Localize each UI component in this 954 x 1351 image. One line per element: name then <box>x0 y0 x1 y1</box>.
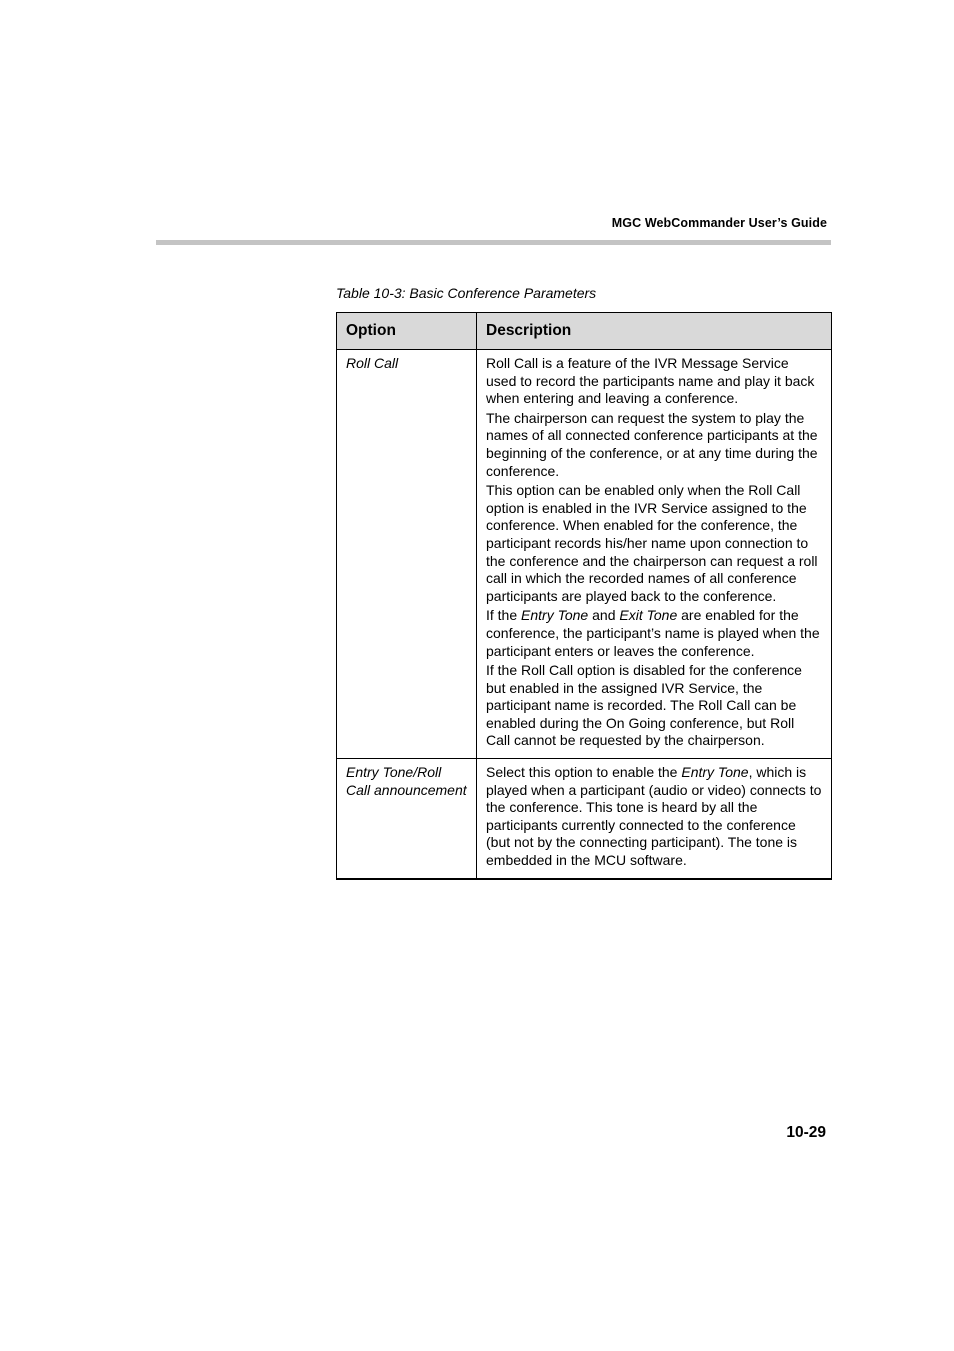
text-run: , which is played when a participant (audio or video) connects to the conference. This tone is heard by all the participants currently connected to the conference (but not by the connecting participant). The tone is embedded in the MCU software. <box>486 764 822 869</box>
table-row <box>337 759 832 879</box>
page-number: 10-29 <box>786 1124 826 1141</box>
emphasis-exit-tone: Exit Tone <box>619 607 678 624</box>
column-header-description: Description <box>477 313 832 350</box>
description-cell <box>477 759 832 879</box>
table-caption: Table 10-3: Basic Conference Parameters <box>336 285 597 301</box>
column-header-option: Option <box>337 313 477 350</box>
running-header-title: MGC WebCommander User’s Guide <box>611 216 827 230</box>
description-paragraph: This option can be enabled only when the Roll Call option is enabled in the IVR Service assigned to the conference. When enabled for the conference, the participant records his/her name upon connection to the conference and the chairperson can request a roll call in which the recorded names of all conference participants are played back to the conference. <box>486 482 818 604</box>
description-paragraph <box>486 607 822 660</box>
option-cell: Entry Tone/Roll Call announcement <box>337 759 477 879</box>
table-row <box>337 350 832 759</box>
description-paragraph: The chairperson can request the system to play the names of all connected conference participants at the beginning of the conference, or at any time during the conference. <box>486 409 818 479</box>
description-paragraph: If the Roll Call option is disabled for the conference but enabled in the assigned IVR Service, the participant name is recorded. The Roll Call can be enabled during the On Going conference, but Roll Call cannot be requested by the chairperson. <box>486 662 802 749</box>
description-paragraph <box>486 764 822 870</box>
text-run: and <box>588 607 620 624</box>
table-header-row <box>337 313 832 350</box>
description-paragraph: Roll Call is a feature of the IVR Message Service used to record the participants name and play it back when entering and leaving a conference. <box>486 355 815 407</box>
emphasis-entry-tone: Entry Tone <box>681 764 749 781</box>
header-rule <box>156 240 831 245</box>
option-cell: Roll Call <box>337 350 477 759</box>
text-run: If the <box>486 607 522 624</box>
description-cell <box>477 350 832 759</box>
text-run: are enabled for the conference, the participant’s name is played when the participant enters or leaves the conference. <box>486 607 820 659</box>
emphasis-entry-tone: Entry Tone <box>521 607 589 624</box>
basic-conference-parameters-table <box>336 312 832 880</box>
text-run: Select this option to enable the <box>486 764 682 781</box>
